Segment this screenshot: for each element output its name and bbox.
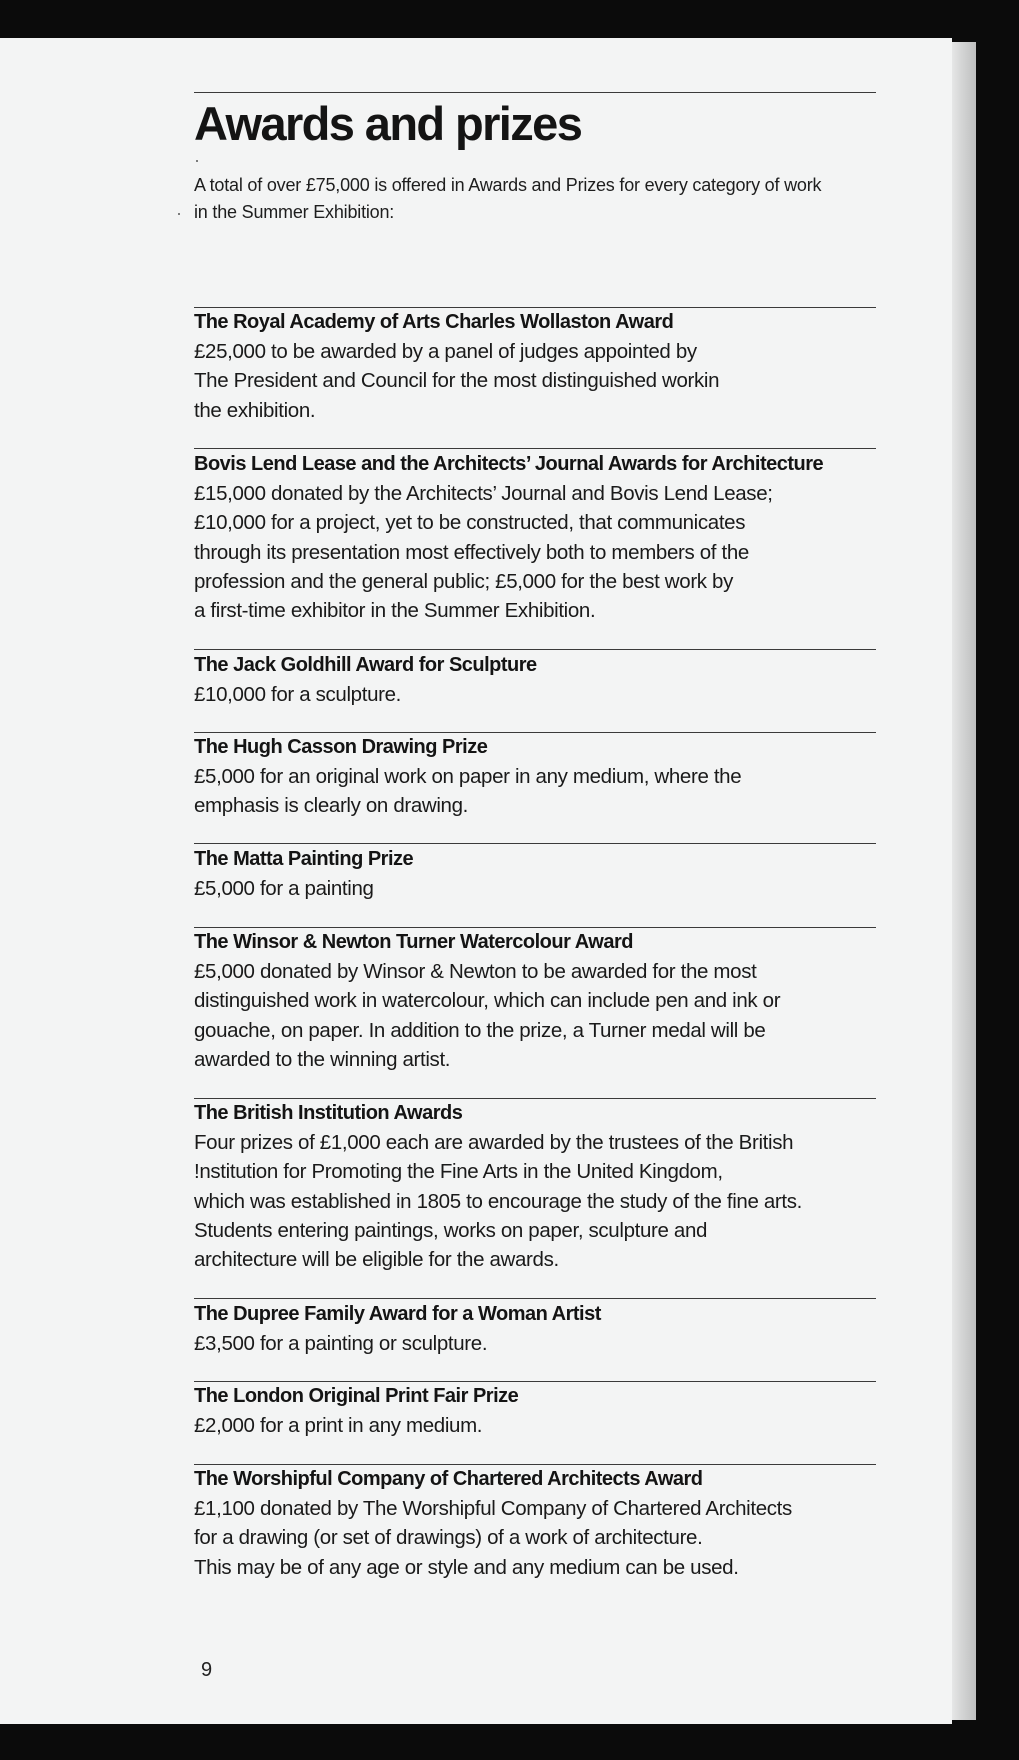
award-description: £5,000 donated by Winsor & Newton to be awarded for the most distinguished work in watercolour, which can include pen and ink or gouache, on paper. In addition to the prize, a Turner medal will be awarded to the winning artist. bbox=[194, 960, 781, 1071]
award-item bbox=[194, 733, 876, 821]
page-edge bbox=[952, 42, 976, 1720]
award-title: The Dupree Family Award for a Woman Artist bbox=[194, 1303, 601, 1325]
page-number: 9 bbox=[201, 1659, 213, 1681]
award-description: £1,100 donated by The Worshipful Company of Chartered Architects for a drawing (or set of drawings) of a work of architecture. This may be of any age or style and any medium can be used. bbox=[194, 1497, 792, 1579]
award-rule bbox=[194, 448, 876, 449]
award-item bbox=[194, 1300, 876, 1358]
scan-speck bbox=[196, 160, 198, 162]
award-item bbox=[194, 928, 876, 1074]
intro-text: A total of over £75,000 is offered in Awards and Prizes for every category of work in the Summer Exhibition: bbox=[194, 175, 822, 222]
award-description: £2,000 for a print in any medium. bbox=[194, 1414, 483, 1437]
award-title: The British Institution Awards bbox=[194, 1102, 463, 1124]
scan-speck bbox=[178, 213, 180, 215]
award-description: £25,000 to be awarded by a panel of judges appointed by The President and Council for the most distinguished workin the exhibition. bbox=[194, 340, 720, 422]
award-title: The Royal Academy of Arts Charles Wollaston Award bbox=[194, 311, 674, 333]
award-item bbox=[194, 1465, 876, 1582]
award-rule bbox=[194, 649, 876, 650]
page-title: Awards and prizes bbox=[194, 97, 582, 150]
header-rule bbox=[194, 92, 876, 93]
award-description: Four prizes of £1,000 each are awarded by the trustees of the British !nstitution for Promoting the Fine Arts in the United Kingdom, which was established in 1805 to encourage the study of the fine arts. Students entering paintings, works on paper, sculpture and architecture will be eligible for the awards. bbox=[194, 1131, 802, 1272]
award-title: The Matta Painting Prize bbox=[194, 848, 414, 870]
award-title: The Hugh Casson Drawing Prize bbox=[194, 736, 488, 758]
award-rule bbox=[194, 1298, 876, 1299]
award-description: £5,000 for a painting bbox=[194, 877, 374, 900]
award-item bbox=[194, 1382, 876, 1440]
award-item bbox=[194, 651, 876, 709]
award-description: £3,500 for a painting or sculpture. bbox=[194, 1332, 488, 1355]
award-title: The Jack Goldhill Award for Sculpture bbox=[194, 654, 537, 676]
award-description: £5,000 for an original work on paper in any medium, where the emphasis is clearly on drawing. bbox=[194, 765, 742, 818]
award-description: £15,000 donated by the Architects’ Journal and Bovis Lend Lease; £10,000 for a project, yet to be constructed, that communicates through its presentation most effectively both to members of the profession and the general public; £5,000 for the best work by a first-time exhibitor in the Summer Exhibition. bbox=[194, 482, 773, 623]
award-title: Bovis Lend Lease and the Architects’ Journal Awards for Architecture bbox=[194, 453, 824, 475]
award-rule bbox=[194, 843, 876, 844]
award-title: The Worshipful Company of Chartered Architects Award bbox=[194, 1468, 703, 1490]
award-title: The Winsor & Newton Turner Watercolour Award bbox=[194, 931, 633, 953]
award-title: The London Original Print Fair Prize bbox=[194, 1385, 519, 1407]
award-item bbox=[194, 308, 876, 425]
award-item bbox=[194, 450, 876, 625]
award-item bbox=[194, 845, 876, 903]
award-description: £10,000 for a sculpture. bbox=[194, 683, 401, 706]
award-item bbox=[194, 1099, 876, 1274]
